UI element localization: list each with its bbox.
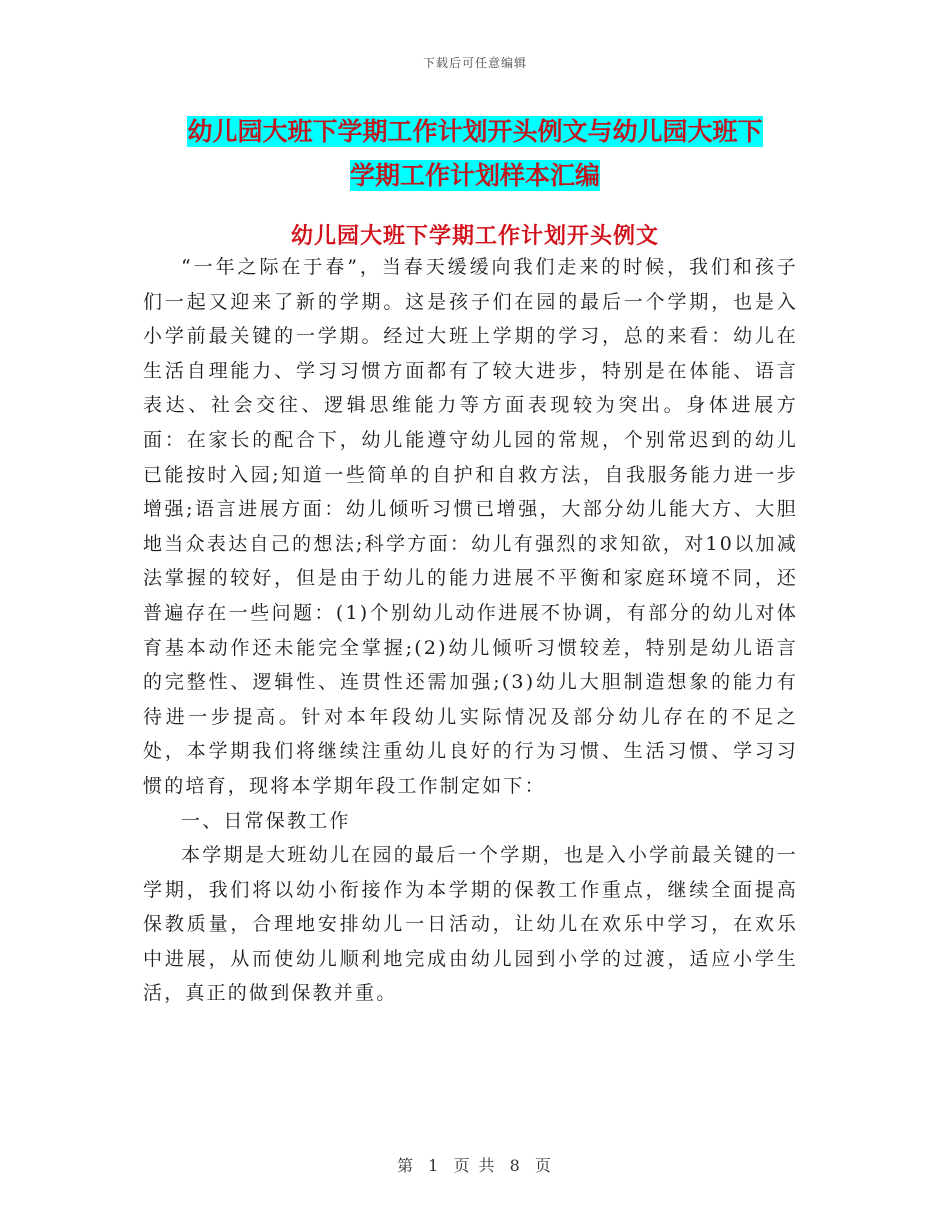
paragraph-heading-daily-work: 一、日常保教工作	[181, 809, 351, 832]
document-title-line2: 学期工作计划样本汇编	[349, 161, 600, 190]
section-title: 幼儿园大班下学期工作计划开头例文	[290, 223, 659, 249]
paragraph-intro: “一年之际在于春”，当春天缓缓向我们走来的时候，我们和孩子们一起又迎来了新的学期。这是孩子们在园的最后一个学期，也是入小学前最关键的一学期。经过大班上学期的学习，总的来看：幼儿在生活自理能力、学习习惯方面都有了较大进步，特别是在体能、语言表达、社会交往、逻辑思维能力等方面表现较为突出。身体进展方面：在家长的配合下，幼儿能遵守幼儿园的常规，个别常迟到的幼儿已能按时入园;知道一些简单的自护和自救方法，自我服务能力进一步增强;语言进展方面：幼儿倾听习惯已增强，大部分幼儿能大方、大胆地当众表达自己的想法;科学方面：幼儿有强烈的求知欲，对10以加减法掌握的较好，但是由于幼儿的能力进展不平衡和家庭环境不同，还普遍存在一些问题：(1)个别幼儿动作进展不协调，有部分的幼儿对体育基本动作还未能完全掌握;(2)幼儿倾听习惯较差，特别是幼儿语言的完整性、逻辑性、连贯性还需加强;(3)幼儿大胆制造想象的能力有待进一步提高。针对本年段幼儿实际情况及部分幼儿存在的不足之处，本学期我们将继续注重幼儿良好的行为习惯、生活习惯、学习习惯的培育，现将本学期年段工作制定如下：	[143, 256, 798, 797]
page-footer	[0, 1153, 950, 1176]
header-note: 下载后可任意编辑	[422, 56, 527, 70]
document-title-line1: 幼儿园大班下学期工作计划开头例文与幼儿园大班下	[187, 117, 763, 146]
footer-prefix: 第	[397, 1156, 416, 1175]
paragraph-daily-work: 本学期是大班幼儿在园的最后一个学期，也是入小学前最关键的一学期，我们将以幼小衔接作为本学期的保教工作重点，继续全面提高保教质量，合理地安排幼儿一日活动，让幼儿在欢乐中学习，在欢乐中进展，从而使幼儿顺利地完成由幼儿园到小学的过渡，适应小学生活，真正的做到保教并重。	[143, 844, 798, 1005]
footer-page-number: 1	[428, 1156, 441, 1175]
footer-middle: 页 共	[453, 1156, 497, 1175]
footer-total-pages: 8	[509, 1156, 522, 1175]
body-text	[143, 250, 798, 1011]
footer-suffix: 页	[534, 1156, 553, 1175]
document-title	[100, 110, 850, 198]
